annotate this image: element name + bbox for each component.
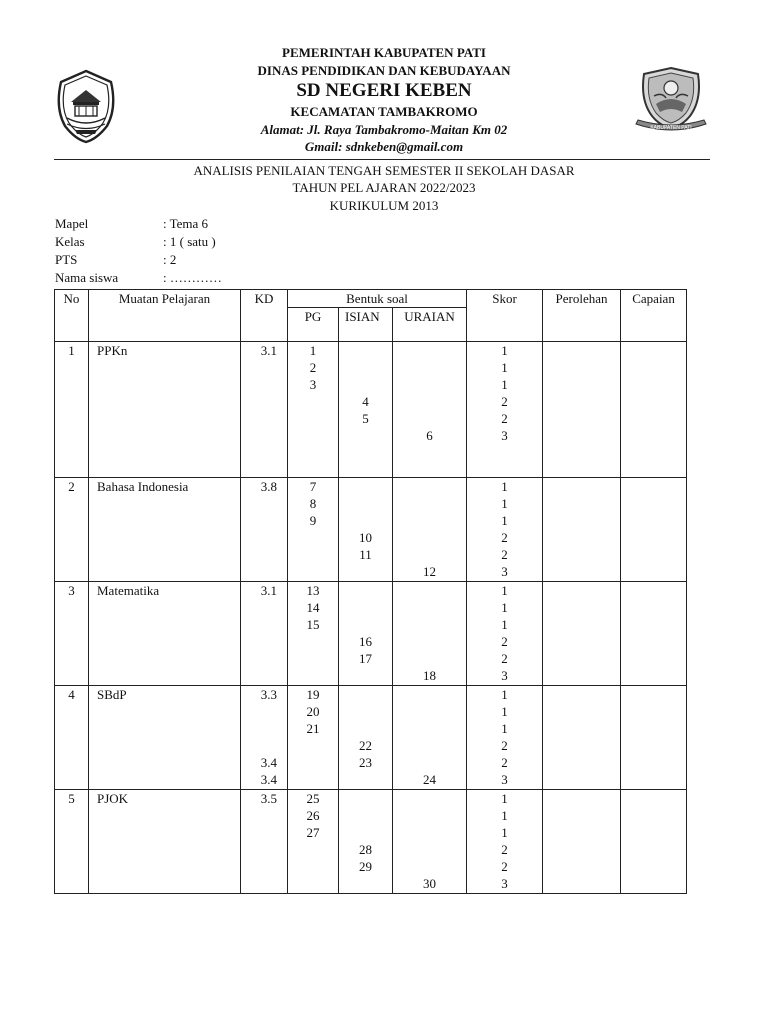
skor-value: 1 — [501, 687, 508, 702]
isian-value: 22 — [359, 738, 372, 753]
department-name: DINAS PENDIDIKAN DAN KEBUDAYAAN — [257, 63, 511, 78]
isian-value — [339, 427, 392, 444]
row-kd — [241, 790, 288, 894]
uraian-value — [393, 790, 466, 807]
isian-value — [339, 720, 392, 737]
isian-value — [339, 824, 392, 841]
skor-value: 2 — [501, 530, 508, 545]
isian-value: 5 — [362, 411, 369, 426]
header-bentuk-soal: Bentuk soal — [288, 290, 467, 308]
pg-value — [288, 667, 338, 684]
kd-value — [241, 512, 277, 529]
uraian-value — [393, 512, 466, 529]
skor-value: 1 — [501, 583, 508, 598]
row-pg — [288, 582, 339, 686]
table-row — [55, 790, 687, 894]
isian-value — [339, 790, 392, 807]
pg-value — [288, 841, 338, 858]
skor-value: 1 — [501, 808, 508, 823]
uraian-value — [393, 807, 466, 824]
kd-value — [241, 858, 277, 875]
header-no: No — [55, 290, 89, 342]
school-address: Alamat: Jl. Raya Tambakromo-Maitan Km 02 — [260, 122, 508, 137]
kd-value: 3.1 — [260, 343, 277, 358]
row-perolehan — [543, 582, 621, 686]
row-capaian — [621, 478, 687, 582]
row-isian — [339, 582, 393, 686]
row-isian — [339, 342, 393, 478]
kd-value — [241, 633, 277, 650]
pg-value — [288, 737, 338, 754]
isian-value — [339, 599, 392, 616]
seal-ribbon-text: KABUPATEN PATI — [650, 125, 692, 131]
pg-value — [288, 771, 338, 788]
isian-value — [339, 771, 392, 788]
isian-value — [339, 582, 392, 599]
pg-value — [288, 633, 338, 650]
skor-value: 2 — [501, 651, 508, 666]
pg-value: 3 — [309, 377, 317, 392]
skor-value: 1 — [501, 479, 508, 494]
pg-value — [288, 427, 338, 444]
kd-value — [241, 563, 277, 580]
isian-value — [339, 495, 392, 512]
uraian-value — [393, 737, 466, 754]
row-number: 1 — [55, 342, 89, 478]
row-skor — [467, 478, 543, 582]
row-capaian — [621, 342, 687, 478]
isian-value — [339, 563, 392, 580]
skor-value: 2 — [501, 547, 508, 562]
skor-value: 3 — [501, 876, 508, 891]
row-skor — [467, 582, 543, 686]
kd-value — [241, 359, 277, 376]
isian-value — [339, 807, 392, 824]
skor-value: 1 — [501, 721, 508, 736]
uraian-value — [393, 686, 466, 703]
isian-value — [339, 376, 392, 393]
kd-value — [241, 616, 277, 633]
row-subject: Matematika — [89, 582, 241, 686]
row-number: 3 — [55, 582, 89, 686]
isian-value — [339, 478, 392, 495]
kd-value — [241, 427, 277, 444]
uraian-value — [393, 444, 466, 461]
uraian-value: 6 — [426, 428, 433, 443]
isian-value — [339, 342, 392, 359]
row-perolehan — [543, 478, 621, 582]
skor-value: 1 — [501, 704, 508, 719]
kd-value — [241, 529, 277, 546]
header-kd: KD — [241, 290, 288, 342]
kd-value — [241, 410, 277, 427]
uraian-value — [393, 703, 466, 720]
row-pg — [288, 342, 339, 478]
uraian-value — [393, 824, 466, 841]
pg-value: 8 — [309, 496, 317, 511]
pg-value — [288, 546, 338, 563]
district-name: KECAMATAN TAMBAKROMO — [290, 104, 478, 119]
isian-value: 23 — [359, 755, 372, 770]
kd-value — [241, 650, 277, 667]
curriculum: KURIKULUM 2013 — [329, 198, 439, 213]
row-uraian — [393, 790, 467, 894]
row-perolehan — [543, 790, 621, 894]
uraian-value — [393, 754, 466, 771]
kd-value — [241, 807, 277, 824]
uraian-value — [393, 720, 466, 737]
pg-value: 9 — [309, 513, 317, 528]
pg-value: 2 — [309, 360, 317, 375]
uraian-value — [393, 582, 466, 599]
uraian-value — [393, 633, 466, 650]
kd-value — [241, 393, 277, 410]
kd-value — [241, 376, 277, 393]
header-perolehan: Perolehan — [543, 290, 621, 342]
analysis-table — [54, 289, 687, 894]
skor-value: 1 — [501, 377, 508, 392]
row-isian — [339, 790, 393, 894]
uraian-value — [393, 546, 466, 563]
kd-value — [241, 599, 277, 616]
row-number: 4 — [55, 686, 89, 790]
uraian-value — [393, 495, 466, 512]
header-muatan: Muatan Pelajaran — [89, 290, 241, 342]
identity-block — [55, 215, 222, 287]
row-kd — [241, 686, 288, 790]
uraian-value — [393, 376, 466, 393]
skor-value: 2 — [501, 738, 508, 753]
isian-value — [339, 616, 392, 633]
row-subject: PJOK — [89, 790, 241, 894]
row-subject: PPKn — [89, 342, 241, 478]
uraian-value: 12 — [423, 564, 437, 579]
pg-value — [288, 529, 338, 546]
skor-value: 3 — [501, 564, 508, 579]
isian-value: 28 — [359, 842, 372, 857]
row-kd — [241, 342, 288, 478]
skor-value: 1 — [501, 791, 508, 806]
pg-value — [288, 858, 338, 875]
pg-value: 15 — [306, 617, 320, 632]
kd-value — [241, 546, 277, 563]
uraian-value — [393, 858, 466, 875]
row-kd — [241, 582, 288, 686]
pg-value: 1 — [309, 343, 317, 358]
row-skor — [467, 342, 543, 478]
government-name: PEMERINTAH KABUPATEN PATI — [282, 45, 486, 60]
pg-value — [288, 875, 338, 892]
uraian-value — [393, 616, 466, 633]
isian-value — [339, 359, 392, 376]
skor-value: 1 — [501, 343, 508, 358]
academic-year: TAHUN PEL AJARAN 2022/2023 — [292, 180, 476, 195]
row-capaian — [621, 790, 687, 894]
pg-value: 25 — [306, 791, 320, 806]
row-pg — [288, 686, 339, 790]
info-row-nama-siswa: Nama siswa : ………… — [55, 270, 222, 285]
uraian-value — [393, 410, 466, 427]
kd-value — [241, 875, 277, 892]
uraian-value — [393, 393, 466, 410]
uraian-value: 24 — [423, 772, 437, 787]
pg-value: 14 — [306, 600, 320, 615]
row-kd — [241, 478, 288, 582]
uraian-value — [393, 650, 466, 667]
table-row — [55, 686, 687, 790]
uraian-value — [393, 599, 466, 616]
row-isian — [339, 478, 393, 582]
table-row — [55, 342, 687, 478]
uraian-value — [393, 841, 466, 858]
header-capaian: Capaian — [621, 290, 687, 342]
row-pg — [288, 478, 339, 582]
row-uraian — [393, 342, 467, 478]
info-row-pts: PTS : 2 — [55, 252, 177, 267]
document-title: ANALISIS PENILAIAN TENGAH SEMESTER II SEKOLAH DASAR — [193, 163, 575, 178]
isian-value — [339, 512, 392, 529]
kd-value — [241, 667, 277, 684]
kd-value: 3.3 — [260, 687, 277, 702]
header-divider — [54, 159, 710, 160]
pg-value — [288, 393, 338, 410]
isian-value: 17 — [359, 651, 372, 666]
uraian-value — [393, 478, 466, 495]
pg-value: 19 — [306, 687, 320, 702]
isian-value — [339, 875, 392, 892]
skor-value: 3 — [501, 772, 508, 787]
skor-value: 3 — [501, 428, 508, 443]
skor-value: 1 — [501, 600, 508, 615]
kd-value — [241, 824, 277, 841]
row-capaian — [621, 582, 687, 686]
kd-value — [241, 737, 277, 754]
skor-value: 1 — [501, 360, 508, 375]
row-uraian — [393, 686, 467, 790]
isian-value — [339, 703, 392, 720]
row-isian — [339, 686, 393, 790]
skor-value: 2 — [501, 859, 508, 874]
table-row — [55, 582, 687, 686]
isian-value — [339, 444, 392, 461]
isian-value: 4 — [362, 394, 369, 409]
row-uraian — [393, 478, 467, 582]
row-number: 2 — [55, 478, 89, 582]
skor-value: 2 — [501, 394, 508, 409]
skor-value: 3 — [501, 668, 508, 683]
isian-value — [339, 667, 392, 684]
uraian-value: 18 — [423, 668, 437, 683]
row-perolehan — [543, 342, 621, 478]
row-subject: SBdP — [89, 686, 241, 790]
pg-value — [288, 410, 338, 427]
isian-value: 11 — [359, 547, 372, 562]
pg-value — [288, 650, 338, 667]
pg-value: 26 — [306, 808, 320, 823]
isian-value: 29 — [359, 859, 372, 874]
info-row-mapel: Mapel : Tema 6 — [55, 216, 209, 231]
uraian-value — [393, 342, 466, 359]
header-pg: PG — [288, 308, 339, 342]
uraian-value — [393, 359, 466, 376]
uraian-value: 30 — [423, 876, 437, 891]
skor-value: 2 — [501, 755, 508, 770]
kd-value: 3.4 — [260, 755, 277, 770]
isian-value: 16 — [359, 634, 372, 649]
kd-value — [241, 703, 277, 720]
skor-value: 1 — [501, 496, 508, 511]
skor-value: 1 — [501, 513, 508, 528]
row-skor — [467, 790, 543, 894]
kd-value — [241, 444, 277, 461]
row-pg — [288, 790, 339, 894]
school-name: SD NEGERI KEBEN — [296, 80, 472, 101]
header-uraian: URAIAN — [393, 308, 467, 342]
row-perolehan — [543, 686, 621, 790]
row-skor — [467, 686, 543, 790]
table-row — [55, 478, 687, 582]
skor-value: 2 — [501, 634, 508, 649]
pg-value: 20 — [306, 704, 320, 719]
kd-value: 3.5 — [260, 791, 277, 806]
skor-value: 2 — [501, 842, 508, 857]
pg-value — [288, 754, 338, 771]
kd-value — [241, 495, 277, 512]
skor-value: 1 — [501, 825, 508, 840]
kd-value: 3.4 — [260, 772, 277, 787]
skor-value — [467, 444, 542, 461]
school-email: Gmail: sdnkeben@gmail.com — [304, 139, 464, 154]
row-number: 5 — [55, 790, 89, 894]
isian-value: 10 — [359, 530, 372, 545]
row-uraian — [393, 582, 467, 686]
header-skor: Skor — [467, 290, 543, 342]
pg-value — [288, 563, 338, 580]
header-isian: ISIAN — [339, 308, 393, 342]
uraian-value — [393, 529, 466, 546]
pg-value: 27 — [306, 825, 320, 840]
pg-value — [288, 444, 338, 461]
pg-value: 21 — [306, 721, 320, 736]
isian-value — [339, 686, 392, 703]
skor-value: 1 — [501, 617, 508, 632]
row-capaian — [621, 686, 687, 790]
kd-value — [241, 720, 277, 737]
row-subject: Bahasa Indonesia — [89, 478, 241, 582]
skor-value: 2 — [501, 411, 508, 426]
kd-value: 3.8 — [260, 479, 277, 494]
pg-value: 7 — [309, 479, 317, 494]
info-row-kelas: Kelas : 1 ( satu ) — [55, 234, 216, 249]
pg-value: 13 — [306, 583, 320, 598]
kd-value — [241, 841, 277, 858]
kd-value: 3.1 — [260, 583, 277, 598]
